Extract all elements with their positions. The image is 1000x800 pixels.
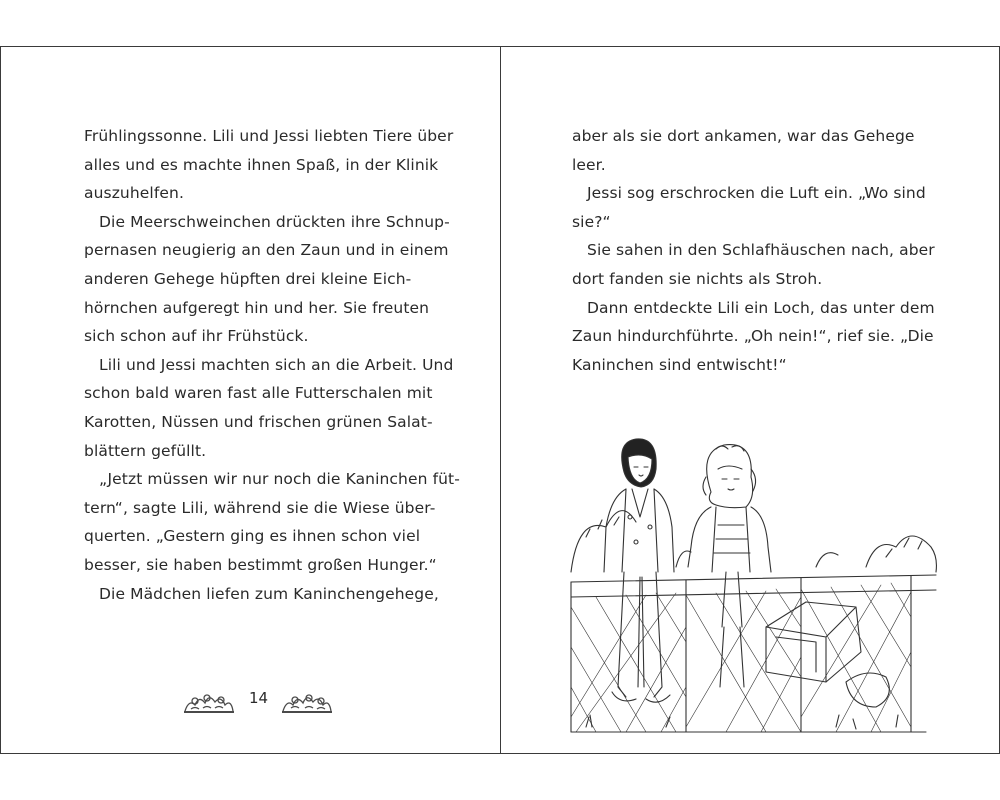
text-line: blättern gefüllt. (84, 441, 207, 460)
right-page-text (572, 122, 935, 379)
text-line: Karotten, Nüssen und frischen grünen Salat- (84, 412, 433, 431)
text-line: Jessi sog erschrocken die Luft ein. „Wo sind (587, 184, 926, 203)
text-line: hörnchen aufgeregt hin und her. Sie freuten (84, 298, 430, 317)
text-line: leer. (572, 155, 606, 174)
text-line: dort fanden sie nichts als Stroh. (572, 269, 823, 288)
text-line: Lili und Jessi machten sich an die Arbeit. Und (99, 355, 454, 374)
text-line: Die Mädchen liefen zum Kaninchengehege, (99, 584, 439, 603)
text-line: querten. „Gestern ging es ihnen schon viel (84, 527, 421, 546)
text-line: pernasen neugierig an den Zaun und in einem (84, 241, 449, 260)
text-line: Kaninchen sind entwischt!“ (572, 355, 787, 374)
text-line: sie?“ (572, 212, 611, 231)
text-line: besser, sie haben bestimmt großen Hunger.“ (84, 555, 437, 574)
book-spread (0, 46, 1000, 754)
text-line: schon bald waren fast alle Futterschalen mit (84, 384, 433, 403)
left-page-text (84, 122, 460, 608)
text-line: Die Meerschweinchen drückten ihre Schnup- (99, 212, 450, 231)
page-gutter (500, 47, 501, 753)
text-line: aber als sie dort ankamen, war das Gehege (572, 127, 915, 145)
ornament-right-icon (279, 687, 335, 717)
page-footer (181, 687, 341, 717)
text-line: „Jetzt müssen wir nur noch die Kaninchen füt- (99, 470, 460, 489)
text-line: alles und es machte ihnen Spaß, in der Klinik (84, 155, 439, 174)
illustration-girls-at-fence (566, 397, 941, 742)
text-line: tern“, sagte Lili, während sie die Wiese über- (84, 498, 436, 517)
page-number: 14 (249, 689, 269, 707)
text-line: anderen Gehege hüpften drei kleine Eich- (84, 269, 412, 288)
text-line: auszuhelfen. (84, 184, 184, 203)
text-line: Sie sahen in den Schlafhäuschen nach, aber (587, 241, 935, 260)
text-line: Zaun hindurchführte. „Oh nein!“, rief sie. „Die (572, 327, 934, 346)
ornament-left-icon (181, 687, 237, 717)
text-line: Dann entdeckte Lili ein Loch, das unter dem (587, 298, 935, 317)
text-line: Frühlingssonne. Lili und Jessi liebten Tiere über (84, 127, 454, 145)
text-line: sich schon auf ihr Frühstück. (84, 327, 309, 346)
